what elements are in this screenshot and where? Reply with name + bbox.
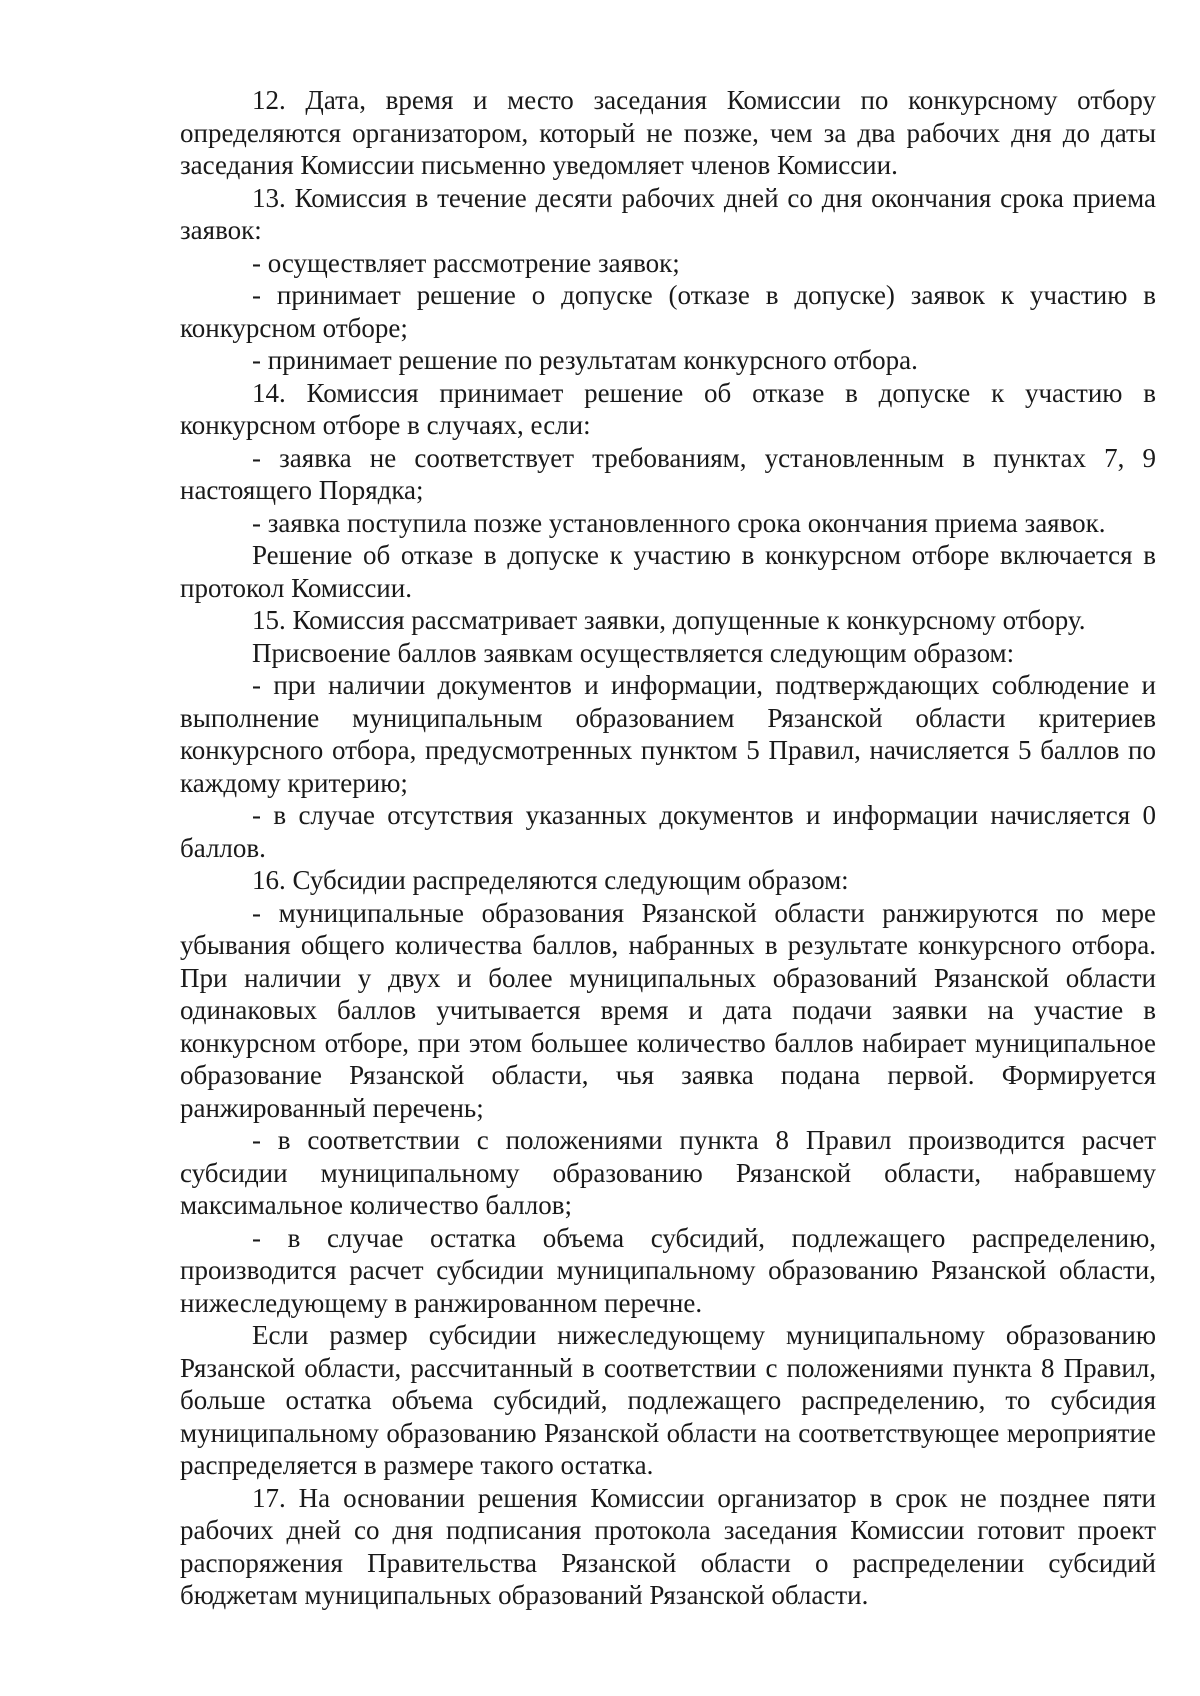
paragraph-item-17: 17. На основании решения Комиссии организатор в срок не позднее пяти рабочих дней со дня подписания протокола заседания Комиссии готовит проект распоряжения Правительства Рязанской области о распределении субсидий бюджетам муниципальных образований Рязанской области. <box>180 1482 1156 1610</box>
document-body <box>180 84 1156 1612</box>
list-item: - заявка поступила позже установленного срока окончания приема заявок. <box>252 507 1106 538</box>
list-item: - в соответствии с положениями пункта 8 Правил производится расчет субсидии муниципальному образованию Рязанской области, набравшему максимальное количество баллов; <box>180 1125 1156 1220</box>
paragraph-item-15: 15. Комиссия рассматривает заявки, допущенные к конкурсному отбору. <box>252 605 1086 635</box>
paragraph: Присвоение баллов заявкам осуществляется следующим образом: <box>252 637 1015 668</box>
paragraph-item-16: 16. Субсидии распределяются следующим образом: <box>252 865 849 895</box>
paragraph-item-14: 14. Комиссия принимает решение об отказе в допуске к участию в конкурсном отборе в случаях, если: <box>180 377 1156 440</box>
list-item: - осуществляет рассмотрение заявок; <box>252 247 680 278</box>
paragraph: Решение об отказе в допуске к участию в конкурсном отборе включается в протокол Комиссии. <box>180 540 1156 603</box>
list-item: - принимает решение по результатам конкурсного отбора. <box>252 345 918 375</box>
list-item: - при наличии документов и информации, подтверждающих соблюдение и выполнение муниципальным образованием Рязанской области критериев конкурсного отбора, предусмотренных пунктом 5 Правил, начисляется 5 баллов по каждому критерию; <box>180 670 1156 798</box>
list-item: - принимает решение о допуске (отказе в допуске) заявок к участию в конкурсном отборе; <box>180 280 1156 343</box>
paragraph-item-12: 12. Дата, время и место заседания Комиссии по конкурсному отбору определяются организатором, который не позже, чем за два рабочих дня до даты заседания Комиссии письменно уведомляет членов Комиссии. <box>180 85 1156 180</box>
list-item: - заявка не соответствует требованиям, установленным в пунктах 7, 9 настоящего Порядка; <box>180 442 1156 505</box>
paragraph: Если размер субсидии нижеследующему муниципальному образованию Рязанской области, рассчитанный в соответствии с положениями пункта 8 Правил, больше остатка объема субсидий, подлежащего распределению, то субсидия муниципальному образованию Рязанской области на соответствующее мероприятие распределяется в размере такого остатка. <box>180 1320 1156 1480</box>
list-item: - муниципальные образования Рязанской области ранжируются по мере убывания общего количества баллов, набранных в результате конкурсного отбора. При наличии у двух и более муниципальных образований Рязанской области одинаковых баллов учитывается время и дата подачи заявки на участие в конкурсном отборе, при этом большее количество баллов набирает муниципальное образование Рязанской области, чья заявка подана первой. Формируется ранжированный перечень; <box>180 897 1156 1123</box>
paragraph-item-13: 13. Комиссия в течение десяти рабочих дней со дня окончания срока приема заявок: <box>180 182 1156 245</box>
list-item: - в случае остатка объема субсидий, подлежащего распределению, производится расчет субсидии муниципальному образованию Рязанской области, нижеследующему в ранжированном перечне. <box>180 1222 1156 1318</box>
list-item: - в случае отсутствия указанных документов и информации начисляется 0 баллов. <box>180 800 1156 863</box>
